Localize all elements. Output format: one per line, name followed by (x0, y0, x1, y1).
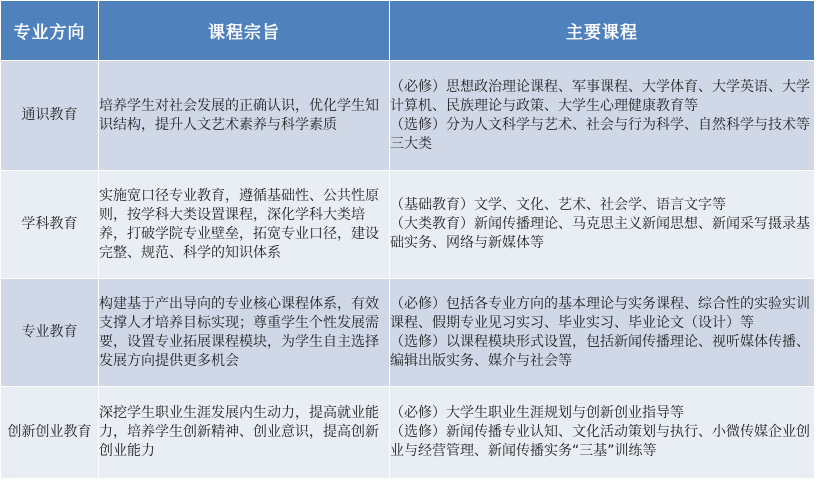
table-row (1, 387, 815, 479)
course-line: （必修）包括各专业方向的基本理论与实务课程、综合性的实验实训课程、假期专业见习实习、毕业实习、毕业论文（设计）等 (390, 295, 810, 331)
header-courses: 主要课程 (390, 1, 815, 61)
course-line: （选修）新闻传播专业认知、文化活动策划与执行、小微传媒企业创业与经营管理、新闻传播实务“三基”训练等 (390, 424, 810, 459)
course-line: （基础教育）文学、文化、艺术、社会学、语言文字等 (390, 197, 726, 213)
courses-cell (390, 387, 815, 479)
direction-cell: 创新创业教育 (1, 387, 99, 479)
direction-cell: 通识教育 (1, 61, 99, 171)
aim-cell: 实施宽口径专业教育，遵循基础性、公共性原则，按学科大类设置课程，深化学科大类培养，打破学院专业壁垒，拓宽专业口径，建设完整、规范、科学的知识体系 (99, 171, 390, 279)
direction-cell: 专业教育 (1, 279, 99, 387)
aim-cell: 构建基于产出导向的专业核心课程体系，有效支撑人才培养目标实现；尊重学生个性发展需要，设置专业拓展课程模块，为学生自主选择发展方向提供更多机会 (99, 279, 390, 387)
courses-cell (390, 279, 815, 387)
courses-cell (390, 61, 815, 171)
direction-cell: 学科教育 (1, 171, 99, 279)
course-line: （选修）以课程模块形式设置，包括新闻传播理论、视听媒体传播、编辑出版实务、媒介与社会等 (390, 333, 810, 369)
table-row (1, 61, 815, 171)
header-row (1, 1, 815, 61)
course-line: （大类教育）新闻传播理论、马克思主义新闻思想、新闻采写摄录基础实务、网络与新媒体等 (390, 216, 810, 251)
aim-cell: 深挖学生职业生涯发展内生动力，提高就业能力，培养学生创新精神、创业意识，提高创新创业能力 (99, 387, 390, 479)
courses-cell (390, 171, 815, 279)
aim-cell: 培养学生对社会发展的正确认识，优化学生知识结构，提升人文艺术素养与科学素质 (99, 61, 390, 171)
course-line: （必修）大学生职业生涯规划与创新创业指导等 (390, 405, 684, 421)
table-row (1, 171, 815, 279)
header-aim: 课程宗旨 (99, 1, 390, 61)
header-direction: 专业方向 (1, 1, 99, 61)
table-row (1, 279, 815, 387)
course-line: （选修）分为人文科学与艺术、社会与行为科学、自然科学与技术等三大类 (390, 116, 810, 152)
course-line: （必修）思想政治理论课程、军事课程、大学体育、大学英语、大学计算机、民族理论与政策、大学生心理健康教育等 (390, 78, 810, 114)
